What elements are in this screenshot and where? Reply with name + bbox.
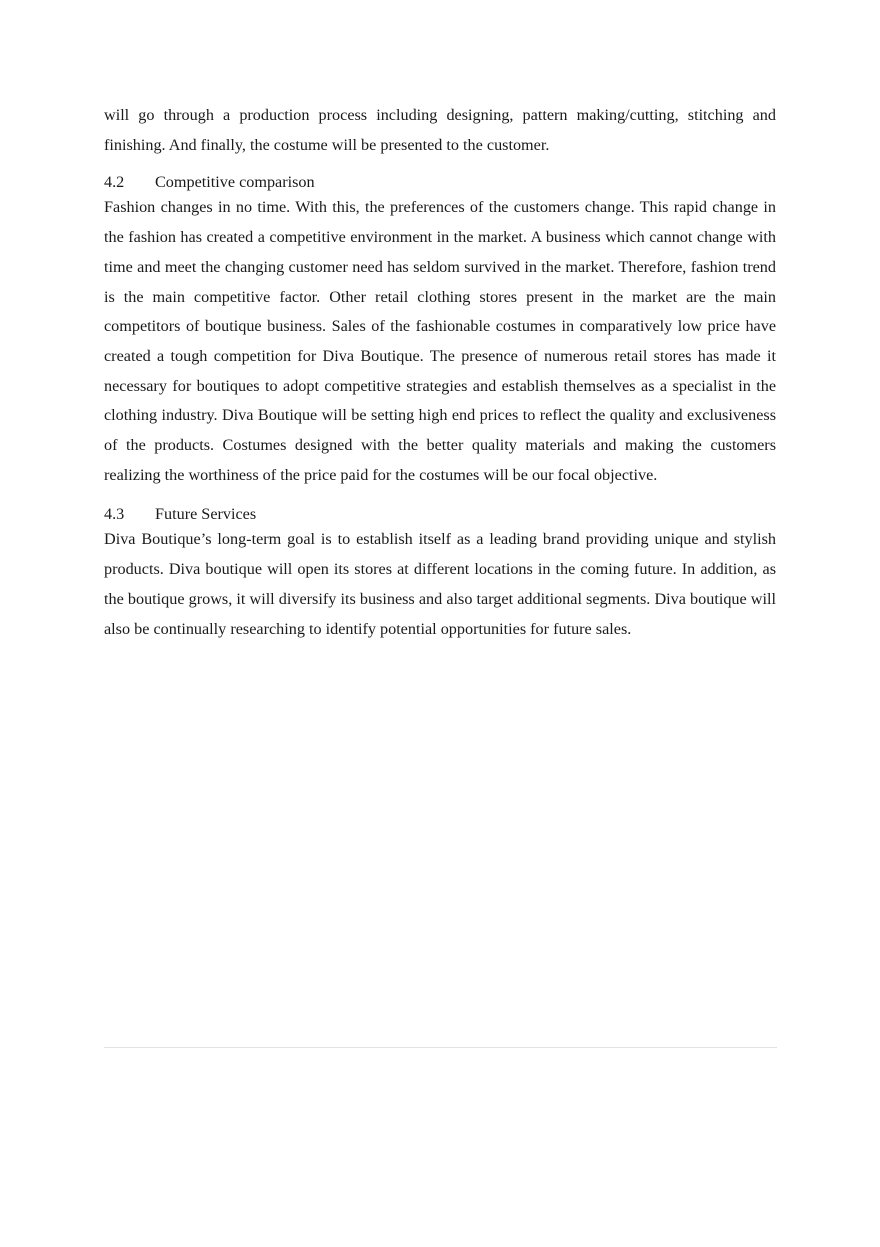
spacer: [104, 160, 776, 172]
footer-divider: [104, 1047, 777, 1048]
section-number: 4.3: [104, 505, 125, 524]
section-title: Competitive comparison: [155, 173, 315, 192]
paragraph-continuation: will go through a production process including designing, pattern making/cutting, stitching and finishing. And finally, the costume will be presented to the customer.: [104, 106, 776, 154]
section-heading-competitive: [104, 172, 776, 193]
paragraph-future-services: Diva Boutique’s long-term goal is to establish itself as a leading brand providing unique and stylish products. Diva boutique will open its stores at different locations in the coming future. In addition, as the boutique grows, it will diversify its business and also target additional segments. Diva boutique will also be continually researching to identify potential opportunities for future sales.: [104, 530, 776, 638]
paragraph-competitive-comparison: Fashion changes in no time. With this, the preferences of the customers change. This rapid change in the fashion has created a competitive environment in the market. A business which cannot change with time and meet the changing customer need has seldom survived in the market. Therefore, fashion trend is the main competitive factor. Other retail clothing stores present in the market are the main competitors of boutique business. Sales of the fashionable costumes in comparatively low price have created a tough competition for Diva Boutique. The presence of numerous retail stores has made it necessary for boutiques to adopt competitive strategies and establish themselves as a specialist in the clothing industry. Diva Boutique will be setting high end prices to reflect the quality and exclusiveness of the products. Costumes designed with the better quality materials and making the customers realizing the worthiness of the price paid for the costumes will be our focal objective.: [104, 198, 776, 484]
section-title: Future Services: [155, 505, 257, 524]
document-page: [104, 101, 776, 644]
spacer: [104, 490, 776, 504]
section-heading-future: [104, 504, 776, 525]
section-number: 4.2: [104, 173, 125, 192]
